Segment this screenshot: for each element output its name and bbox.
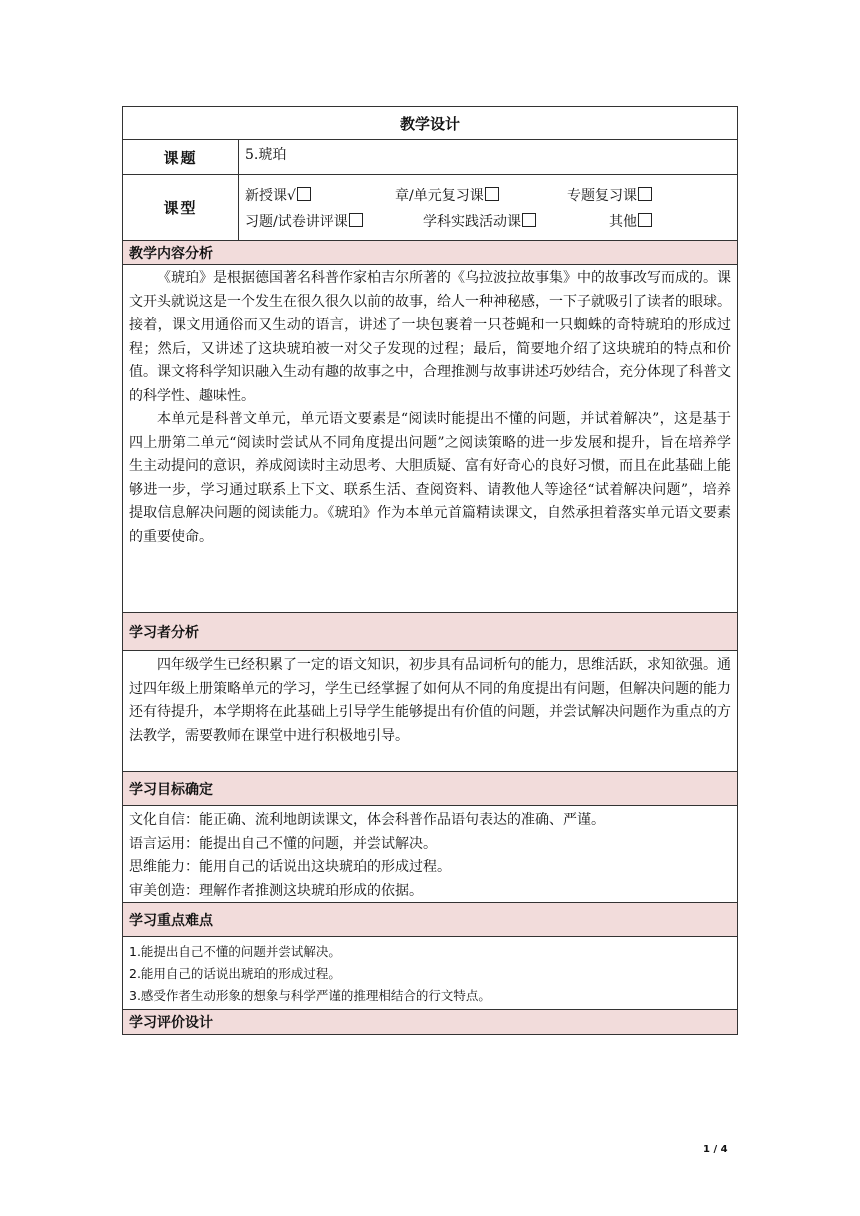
- course-type-row: [123, 175, 737, 241]
- objective-item: 审美创造：理解作者推测这块琥珀形成的依据。: [129, 882, 423, 899]
- learner-analysis-body: [123, 651, 737, 772]
- evaluation-heading: 学习评价设计: [123, 1010, 737, 1034]
- key-points-heading: 学习重点难点: [123, 903, 737, 937]
- objectives-heading: 学习目标确定: [123, 772, 737, 806]
- checkbox-icon: [638, 213, 652, 227]
- option-other: 其他: [609, 211, 652, 231]
- checkbox-icon: [638, 187, 652, 201]
- option-practice-activity: 学科实践活动课: [423, 211, 609, 231]
- objectives-list: [123, 806, 737, 903]
- checkbox-icon: [349, 213, 363, 227]
- course-type-options-2: [245, 208, 731, 234]
- key-point-item: 3.感受作者生动形象的想象与科学严谨的推理相结合的行文特点。: [129, 988, 491, 1003]
- option-topic-review: 专题复习课: [567, 185, 652, 205]
- key-point-item: 1.能提出自己不懂的问题并尝试解决。: [129, 944, 341, 959]
- content-analysis-paragraph-2: 本单元是科普文单元，单元语文要素是“阅读时能提出不懂的问题，并试着解决”，这是基于四上册第二单元“阅读时尝试从不同角度提出问题”之阅读策略的进一步发展和提升，旨在培养学生主动提问的意识，养成阅读时主动思考、大胆质疑、富有好奇心的良好习惯，而且在此基础上能够进一步，学习通过联系上下文、联系生活、查阅资料、请教他人等途径“试着解决问题”，培养提取信息解决问题的阅读能力。《琥珀》作为本单元首篇精读课文，自然承担着落实单元语文要素的重要使命。: [129, 411, 731, 545]
- objective-item: 文化自信：能正确、流利地朗读课文，体会科普作品语句表达的准确、严谨。: [129, 812, 605, 828]
- objective-item: 语言运用：能提出自己不懂的问题，并尝试解决。: [129, 835, 437, 852]
- key-point-item: 2.能用自己的话说出琥珀的形成过程。: [129, 966, 341, 981]
- lesson-label: 课题: [123, 140, 239, 174]
- checkbox-icon: [297, 187, 311, 201]
- objective-item: 思维能力：能用自己的话说出这块琥珀的形成过程。: [129, 859, 451, 875]
- content-analysis-paragraph-1: 《琥珀》是根据德国著名科普作家柏吉尔所著的《乌拉波拉故事集》中的故事改写而成的。课文开头就说这是一个发生在很久很久以前的故事，给人一种神秘感，一下子就吸引了读者的眼球。接着，课文用通俗而又生动的语言，讲述了一块包裹着一只苍蝇和一只蜘蛛的奇特琥珀的形成过程；然后，又讲述了这块琥珀被一对父子发现的过程；最后，简要地介绍了这块琥珀的特点和价值。课文将科学知识融入生动有趣的故事之中，合理推测与故事讲述巧妙结合，充分体现了科普文的科学性、趣味性。: [129, 270, 731, 404]
- course-type-options-1: [245, 182, 731, 208]
- page-number: 1 / 4: [703, 1144, 728, 1155]
- lesson-plan-table: [122, 106, 738, 1035]
- content-analysis-body: [123, 265, 737, 613]
- checkbox-icon: [485, 187, 499, 201]
- key-points-list: [123, 937, 737, 1010]
- option-exercise-review: 习题/试卷讲评课: [245, 211, 423, 231]
- option-new-lesson: 新授课√: [245, 185, 395, 205]
- page-title: 教学设计: [123, 107, 737, 140]
- lesson-value: 5.琥珀: [245, 147, 287, 163]
- learner-analysis-paragraph: 四年级学生已经积累了一定的语文知识，初步具有品词析句的能力，思维活跃，求知欲强。通过四年级上册策略单元的学习，学生已经掌握了如何从不同的角度提出有问题，但解决问题的能力还有待提升，本学期将在此基础上引导学生能够提出有价值的问题，并尝试解决问题作为重点的方法教学，需要教师在课堂中进行积极地引导。: [129, 657, 731, 744]
- lesson-row: [123, 140, 737, 175]
- content-analysis-heading: 教学内容分析: [123, 241, 737, 265]
- course-type-label: 课型: [123, 175, 239, 240]
- option-unit-review: 章/单元复习课: [395, 185, 567, 205]
- learner-analysis-heading: 学习者分析: [123, 613, 737, 651]
- checkbox-icon: [522, 213, 536, 227]
